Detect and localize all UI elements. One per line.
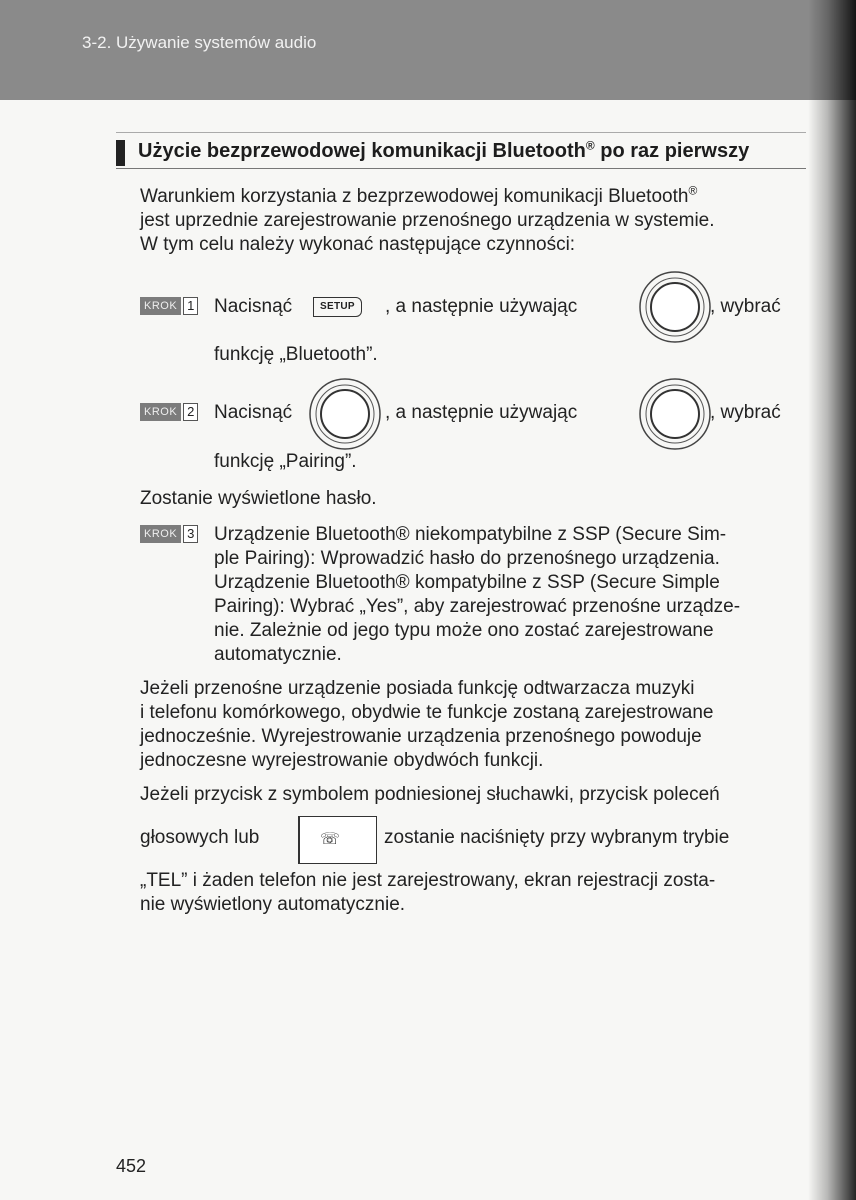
- step-2-text-c: , wybrać: [710, 402, 781, 423]
- para2-line: jednocześnie. Wyrejestrowanie urządzenia przenośnego powoduje: [140, 726, 702, 747]
- setup-button: SETUP: [313, 297, 362, 317]
- page-edge-shadow: [808, 0, 856, 1200]
- step-1-text-a: Nacisnąć: [214, 296, 293, 317]
- tune-knob-icon: [638, 270, 712, 344]
- tune-knob-icon: [308, 377, 382, 451]
- tune-knob-icon: [638, 377, 712, 451]
- para3-line-4: nie wyświetlony automatycznie.: [140, 894, 406, 915]
- intro-line-3: W tym celu należy wykonać następujące czynności:: [140, 234, 576, 255]
- title-text: Użycie bezprzewodowej komunikacji Bluetooth® po raz pierwszy: [138, 138, 750, 162]
- step-3-line: nie. Zależnie od jego typu może ono zostać zarejestrowane: [214, 620, 714, 641]
- setup-button-graphic: [313, 295, 362, 319]
- step-label: KROK: [140, 297, 181, 315]
- section-title: [116, 138, 806, 169]
- title-bar-marker: [116, 140, 125, 166]
- step-2-badge: [140, 403, 198, 421]
- step-2-text-d: funkcję „Pairing”.: [214, 451, 357, 472]
- step-3-badge: [140, 525, 198, 543]
- step-label: KROK: [140, 403, 181, 421]
- off-hook-phone-icon: ☏: [320, 831, 341, 848]
- para2-line: Jeżeli przenośne urządzenie posiada funkcję odtwarzacza muzyki: [140, 678, 695, 699]
- para2-line: jednoczesne wyrejestrowanie obydwóch funkcji.: [140, 750, 544, 771]
- step-number: 2: [183, 403, 198, 421]
- step-number: 3: [183, 525, 198, 543]
- step-1-text-c: , wybrać: [710, 296, 781, 317]
- section-header: 3-2. Używanie systemów audio: [82, 33, 317, 52]
- step-label: KROK: [140, 525, 181, 543]
- page-number: 452: [116, 1156, 147, 1176]
- para3-line-3: „TEL” i żaden telefon nie jest zarejestrowany, ekran rejestracji zosta-: [140, 870, 716, 891]
- divider: [116, 132, 806, 133]
- voice-phone-button-graphic: [298, 816, 377, 864]
- step-3-line: automatycznie.: [214, 644, 342, 665]
- step-1-text-d: funkcję „Bluetooth”.: [214, 344, 378, 365]
- step-3-line: Urządzenie Bluetooth® niekompatybilne z SSP (Secure Sim-: [214, 524, 727, 545]
- step-3-line: Urządzenie Bluetooth® kompatybilne z SSP (Secure Simple: [214, 572, 720, 593]
- step-2-text-b: , a następnie używając: [385, 402, 578, 423]
- step-1-badge: [140, 297, 198, 315]
- intro-line-1: Warunkiem korzystania z bezprzewodowej komunikacji Bluetooth®: [140, 183, 698, 207]
- step-3-line: ple Pairing): Wprowadzić hasło do przenośnego urządzenia.: [214, 548, 720, 569]
- passcode-line: Zostanie wyświetlone hasło.: [140, 488, 377, 509]
- step-3-line: Pairing): Wybrać „Yes”, aby zarejestrować przenośne urządze-: [214, 596, 741, 617]
- intro-line-2: jest uprzednie zarejestrowanie przenośnego urządzenia w systemie.: [140, 210, 715, 231]
- para3-line-1: Jeżeli przycisk z symbolem podniesionej słuchawki, przycisk poleceń: [140, 784, 720, 805]
- step-number: 1: [183, 297, 198, 315]
- para2-line: i telefonu komórkowego, obydwie te funkcje zostaną zarejestrowane: [140, 702, 714, 723]
- para3-line-2a: głosowych lub: [140, 827, 260, 848]
- step-1-text-b: , a następnie używając: [385, 296, 578, 317]
- step-2-text-a: Nacisnąć: [214, 402, 293, 423]
- para3-line-2b: zostanie naciśnięty przy wybranym trybie: [384, 827, 730, 848]
